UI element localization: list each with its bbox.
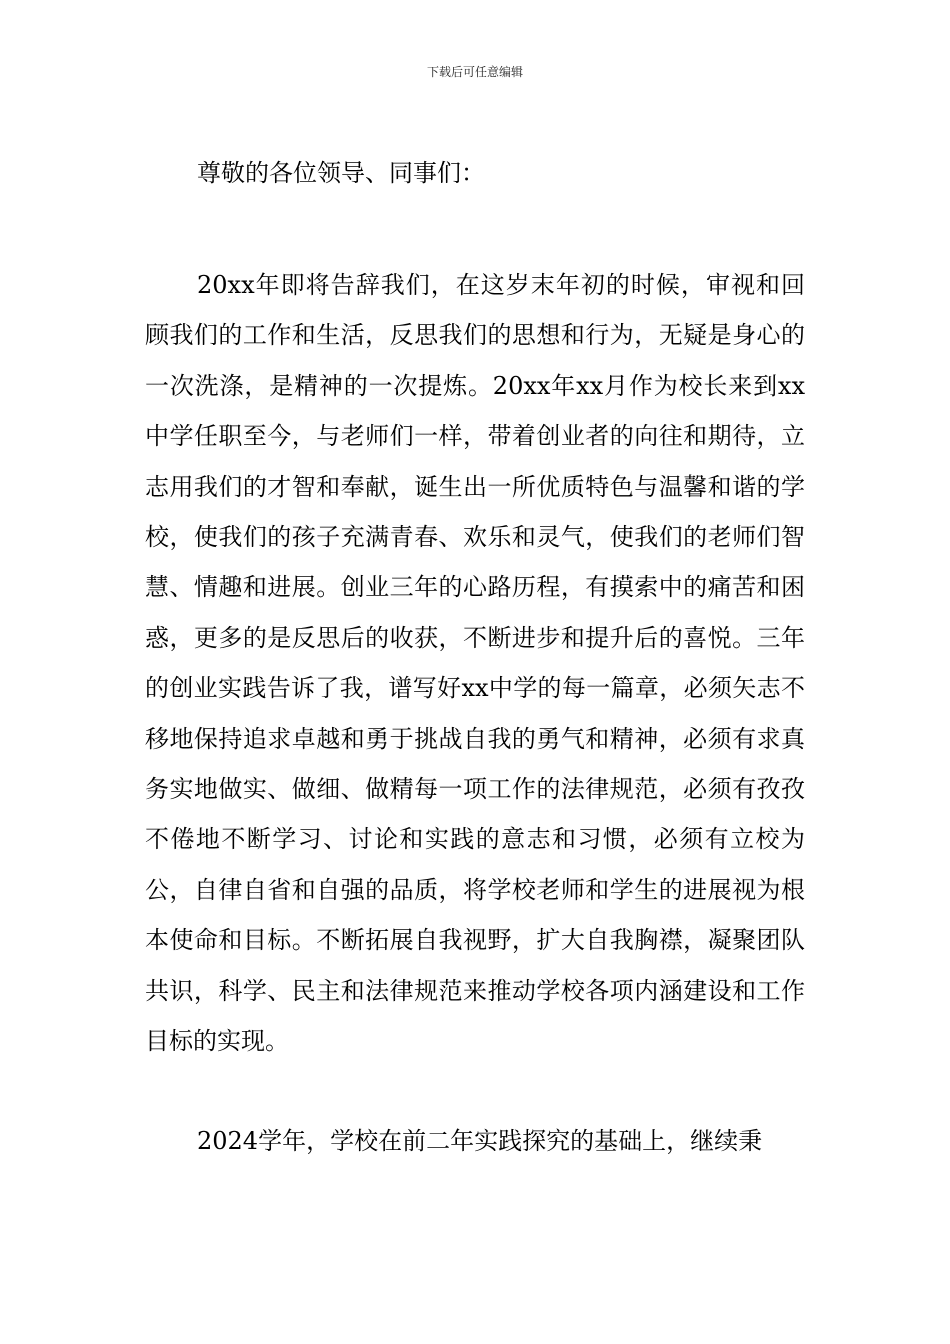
salutation: 尊敬的各位领导、同事们： bbox=[197, 159, 485, 187]
body-paragraph-1: 20xx年即将告辞我们，在这岁末年初的时候，审视和回顾我们的工作和生活，反思我们的思想和行为，无疑是身心的一次洗涤，是精神的一次提炼。20xx年xx月作为校长来到xx中学任职至今，与老师们一样，带着创业者的向往和期待，立志用我们的才智和奉献，诞生出一所优质特色与温馨和谐的学校，使我们的孩子充满青春、欢乐和灵气，使我们的老师们智慧、情趣和进展。创业三年的心路历程，有摸索中的痛苦和困惑，更多的是反思后的收获，不断进步和提升后的喜悦。三年的创业实践告诉了我，谱写好xx中学的每一篇章，必须矢志不移地保持追求卓越和勇于挑战自我的勇气和精神，必须有求真务实地做实、做细、做精每一项工作的法律规范，必须有孜孜不倦地不断学习、讨论和实践的意志和习惯，必须有立校为公，自律自省和自强的品质，将学校老师和学生的进展视为根本使命和目标。不断拓展自我视野，扩大自我胸襟，凝聚团队共识，科学、民主和法律规范来推动学校各项内涵建设和工作目标的实现。 bbox=[145, 271, 805, 1056]
document-body bbox=[145, 160, 805, 1166]
page-header-note: 下载后可任意编辑 bbox=[426, 65, 523, 79]
body-paragraph-2: 2024学年，学校在前二年实践探究的基础上，继续秉 bbox=[197, 1126, 763, 1155]
